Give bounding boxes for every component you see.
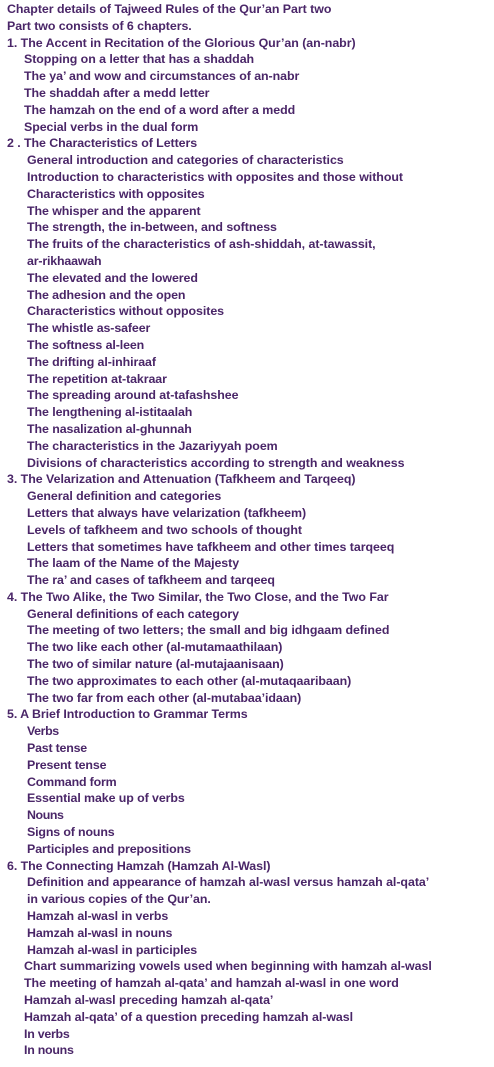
section-item: The meeting of hamzah al-qata’ and hamzah al-wasl in one word xyxy=(24,976,399,991)
section-item: The whistle as-safeer xyxy=(27,321,151,336)
section-item: The whisper and the apparent xyxy=(27,203,201,218)
section-item: Participles and prepositions xyxy=(27,841,191,856)
section-item: Command form xyxy=(27,774,117,789)
section-item: ar-rikhaawah xyxy=(27,253,102,268)
section-item: The drifting al-inhiraaf xyxy=(27,354,156,369)
section-item: The hamzah on the end of a word after a medd xyxy=(24,102,296,117)
section-item: The shaddah after a medd letter xyxy=(24,85,210,100)
section-item: in various copies of the Qur’an. xyxy=(27,892,211,907)
chapter-heading: 5. A Brief Introduction to Grammar Terms xyxy=(7,707,248,722)
section-item: The adhesion and the open xyxy=(27,287,186,302)
section-item: Definition and appearance of hamzah al-wasl versus hamzah al-qata’ xyxy=(27,875,430,890)
section-item: Characteristics without opposites xyxy=(27,304,224,319)
section-item: In verbs xyxy=(24,1026,70,1041)
section-item: General definition and categories xyxy=(27,489,222,504)
section-item: The ya’ and wow and circumstances of an-nabr xyxy=(24,69,300,84)
section-item: The characteristics in the Jazariyyah poem xyxy=(27,438,278,453)
section-item: Present tense xyxy=(27,757,107,772)
section-item: In nouns xyxy=(24,1043,74,1058)
section-item: Introduction to characteristics with opposites and those without xyxy=(27,169,404,184)
section-item: Hamzah al-wasl in participles xyxy=(27,942,198,957)
section-item: The strength, the in-between, and softness xyxy=(27,220,277,235)
section-item: The two far from each other (al-mutabaa’idaan) xyxy=(27,690,302,705)
section-item: The lengthening al-istitaalah xyxy=(27,405,193,420)
section-item: Hamzah al-wasl preceding hamzah al-qata’ xyxy=(24,993,274,1008)
section-item: General introduction and categories of characteristics xyxy=(27,153,344,168)
document-subtitle: Part two consists of 6 chapters. xyxy=(7,18,192,33)
section-item: The ra’ and cases of tafkheem and tarqeeq xyxy=(27,573,275,588)
section-item: Hamzah al-wasl in nouns xyxy=(27,925,173,940)
section-item: The softness al-leen xyxy=(27,337,145,352)
section-item: Nouns xyxy=(27,808,64,823)
section-item: Levels of tafkheem and two schools of thought xyxy=(27,522,302,537)
section-item: Signs of nouns xyxy=(27,825,115,840)
section-item: Hamzah al-qata’ of a question preceding hamzah al-wasl xyxy=(24,1009,354,1024)
section-item: Letters that always have velarization (tafkheem) xyxy=(27,505,307,520)
section-item: Hamzah al-wasl in verbs xyxy=(27,909,169,924)
section-item: Divisions of characteristics according to strength and weakness xyxy=(27,455,405,470)
section-item: Special verbs in the dual form xyxy=(24,119,199,134)
document-title: Chapter details of Tajweed Rules of the Qur’an Part two xyxy=(7,2,332,16)
chapter-heading: 6. The Connecting Hamzah (Hamzah Al-Wasl) xyxy=(7,858,271,873)
section-item: Letters that sometimes have tafkheem and other times tarqeeq xyxy=(27,539,395,554)
section-item: The nasalization al-ghunnah xyxy=(27,421,192,436)
section-item: Essential make up of verbs xyxy=(27,791,185,806)
chapter-heading: 3. The Velarization and Attenuation (Tafkheem and Tarqeeq) xyxy=(7,472,356,487)
section-item: The fruits of the characteristics of ash-shiddah, at-tawassit, xyxy=(27,237,376,252)
section-item: The two of similar nature (al-mutajaanisaan) xyxy=(27,657,284,672)
section-item: Past tense xyxy=(27,741,87,756)
section-item: Stopping on a letter that has a shaddah xyxy=(24,52,255,67)
section-item: Characteristics with opposites xyxy=(27,186,205,201)
section-item: Chart summarizing vowels used when beginning with hamzah al-wasl xyxy=(24,959,432,974)
section-item: The elevated and the lowered xyxy=(27,270,198,285)
section-item: The repetition at-takraar xyxy=(27,371,167,386)
chapter-heading: 2 . The Characteristics of Letters xyxy=(7,136,198,151)
section-item: The two approximates to each other (al-mutaqaaribaan) xyxy=(27,673,352,688)
section-item: Verbs xyxy=(27,724,59,739)
section-item: General definitions of each category xyxy=(27,606,239,621)
chapter-heading: 4. The Two Alike, the Two Similar, the Two Close, and the Two Far xyxy=(7,589,389,604)
section-item: The two like each other (al-mutamaathilaan) xyxy=(27,640,283,655)
section-item: The meeting of two letters; the small and big idhgaam defined xyxy=(27,623,390,638)
chapter-heading: 1. The Accent in Recitation of the Glorious Qur’an (an-nabr) xyxy=(7,35,356,50)
section-item: The spreading around at-tafashshee xyxy=(27,388,239,403)
section-item: The laam of the Name of the Majesty xyxy=(27,556,240,571)
